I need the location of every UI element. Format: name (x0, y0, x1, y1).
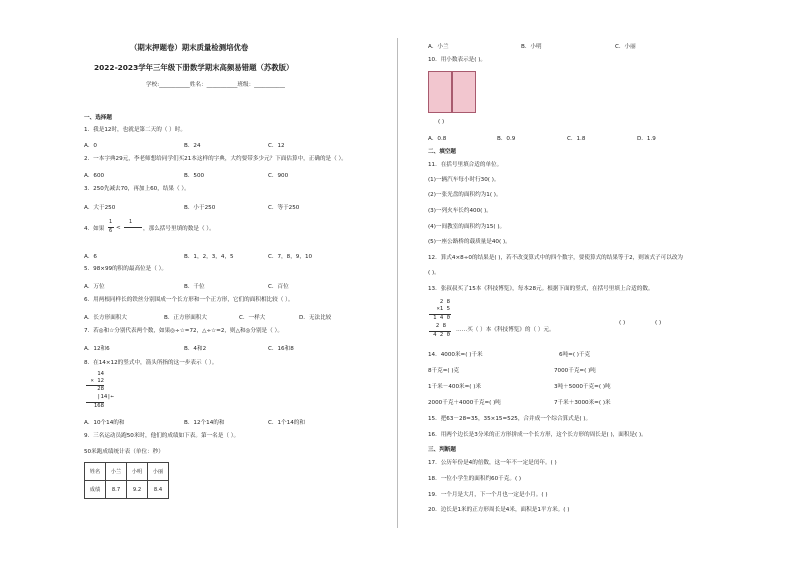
q9-option-c[interactable]: C．小丽 (615, 44, 636, 50)
q4-option-c[interactable]: C．7，8，9，10 (268, 254, 313, 260)
q4-prefix: 4．如果 (84, 226, 105, 232)
q14-line4a: 2000千克＋4000千克=( )吨 (428, 400, 501, 406)
q4-frac2-bar (124, 227, 142, 228)
q4-frac2-num: 1 (129, 219, 133, 225)
q1-text: 1．我是12时，也就是第二天的（ ）时。 (84, 127, 186, 133)
q9-option-b[interactable]: B．小明 (521, 44, 542, 50)
q13-paren1[interactable]: ( ) (619, 320, 626, 326)
q3-text: 3．250先减去70，再加上60，结果（ ）。 (84, 186, 190, 192)
q9-header-xiaoming: 小明 (127, 463, 148, 481)
q14-line1b: 6吨=( )千克 (559, 352, 591, 358)
q14-line4b: 7千米＋3000米=( )米 (554, 400, 611, 406)
q17-text: 17．公历年份是4的倍数，这一年不一定是闰年。( ) (428, 460, 557, 466)
q4-frac1-den: 6 (109, 228, 113, 234)
q11-item3: (3)一列火车长约400( )。 (428, 208, 492, 214)
q10-option-d[interactable]: D．1.9 (637, 136, 656, 142)
q9-score-xiaolan: 8.7 (106, 481, 127, 499)
q7-text: 7．若◎和☆分别代表两个数，如果◎÷☆=72，△÷☆=2，则△和◎分别是（ ）。 (84, 328, 283, 334)
q6-option-b[interactable]: B．正方形面积大 (164, 315, 207, 321)
q13-line2: ×1 5 (436, 306, 450, 312)
q11-text: 11．在括号里填合适的单位。 (428, 162, 503, 168)
title-line1: （期末押题卷）期末质量检测培优卷 (130, 43, 249, 52)
q1-option-c[interactable]: C．12 (268, 143, 285, 149)
q10-figure-right (452, 71, 476, 113)
q9-row-label: 成绩 (85, 481, 106, 499)
q11-item2: (2)一张光盘的面积约为1( )。 (428, 192, 502, 198)
q13-paren2[interactable]: ( ) (655, 320, 662, 326)
q3-option-b[interactable]: B．小于250 (184, 205, 216, 211)
q7-option-a[interactable]: A．12和6 (84, 346, 110, 352)
q3-option-c[interactable]: C．等于250 (268, 205, 300, 211)
right-page (397, 0, 794, 562)
q2-text: 2．一本字典29元，李老师想给同学们买21本这样的字典，大约要带多少元？下面估算中，正确的是（ ）。 (84, 156, 347, 162)
title-line2: 2022-2023学年三年级下册数学期末高频易错题（苏教版） (94, 63, 294, 72)
q1-option-a[interactable]: A．0 (84, 143, 97, 149)
q14-line2b: 7000千克=( )吨 (554, 368, 596, 374)
q8-option-b[interactable]: B．12个14的和 (184, 420, 225, 426)
q7-option-b[interactable]: B．4和2 (184, 346, 207, 352)
q10-option-b[interactable]: B．0.9 (497, 136, 516, 142)
q9-score-xiaoli: 8.4 (148, 481, 169, 499)
q9-text: 9．三名运动员跑50米时，他们的成绩如下表。第一名是（ ）。 (84, 433, 240, 439)
q11-item5: (5)一座公路桥的载质量是40( )。 (428, 239, 511, 245)
q6-option-c[interactable]: C．一样大 (239, 315, 266, 321)
q13-text: 13．张叔叔买了15本《科技博览》，每本28元。根据下面的竖式，在括号里填上合适的数。 (428, 286, 654, 292)
q12-text: 12．算式4×8÷0的结果是( )，若不改变算式中的四个数字，要使算式的结果等于2，则该式子可以改为 (428, 255, 684, 261)
q8-line4: |14|← (97, 394, 114, 400)
q10-answer-paren[interactable]: ( ) (438, 119, 445, 125)
student-fields: 学校:___________姓名：___________班级：___________ (146, 82, 285, 88)
q2-option-c[interactable]: C．900 (268, 173, 289, 179)
q8-line5: 168 (93, 403, 104, 409)
q6-option-a[interactable]: A．长方形面积大 (84, 315, 127, 321)
q8-text: 8．在14×12的竖式中，箭头所指的这一步表示（ ）。 (84, 360, 218, 366)
q14-line2a: 8千克=( )克 (428, 368, 460, 374)
q14-line1a: 14．4000米=( )千米 (428, 352, 483, 358)
q10-text: 10．用小数表示是( )。 (428, 57, 487, 63)
q16-text: 16．用两个边长是3分米的正方形拼成一个长方形，这个长方形的周长是( )，面积是( )。 (428, 432, 647, 438)
q1-option-b[interactable]: B．24 (184, 143, 201, 149)
section-choice: 一、选择题 (84, 115, 112, 121)
q11-item1: (1)一辆汽车每小时行30( )。 (428, 177, 500, 183)
q9-header-name: 姓名 (85, 463, 106, 481)
q6-text: 6．用两根同样长的铁丝分别围成一个长方形和一个正方形，它们的面积相比较（ ）。 (84, 297, 294, 303)
q7-option-c[interactable]: C．16和8 (268, 346, 294, 352)
q4-option-b[interactable]: B．1，2，3，4，5 (184, 254, 234, 260)
q8-line1: 14 (90, 371, 104, 377)
section-fill: 二、填空题 (428, 149, 456, 155)
q5-option-c[interactable]: C．百位 (268, 284, 289, 290)
q4-less-than: < (116, 225, 121, 231)
q14-line3a: 1千米－400米=( )米 (428, 384, 482, 390)
q2-option-b[interactable]: B．500 (184, 173, 205, 179)
q4-option-a[interactable]: A．6 (84, 254, 97, 260)
q2-option-a[interactable]: A．600 (84, 173, 105, 179)
q8-option-a[interactable]: A．10个14的和 (84, 420, 125, 426)
q14-line3b: 3吨＋5000千克=( )吨 (554, 384, 611, 390)
q6-option-d[interactable]: D．无法比较 (299, 315, 332, 321)
q13-line1: 2 8 (436, 299, 450, 305)
q12-text2: ( )。 (428, 270, 440, 276)
q9-caption: 50米跑成绩统计表（单位：秒） (84, 449, 164, 455)
q4-text-rest: ，那么括号里填的数是（ ）。 (143, 226, 215, 232)
q13-line4: 2 8 (435, 323, 446, 329)
q5-text: 5．98×99的积的最高位是（ ）。 (84, 266, 167, 272)
q5-option-b[interactable]: B．千位 (184, 284, 205, 290)
q15-text: 15．把63－28=35，35×15=525，合并成一个综合算式是( )。 (428, 416, 592, 422)
q20-text: 20．边长是1米的正方形周长是4米，面积是1平方米。( ) (428, 507, 570, 513)
q8-line2: × 12 (90, 378, 104, 384)
section-judge: 三、判断题 (428, 447, 456, 453)
q9-score-table (84, 462, 169, 499)
q9-header-xiaolan: 小兰 (106, 463, 127, 481)
q4-frac1-num: 1 (109, 219, 113, 225)
q13-note: ……买（ ）本《科技博览》的（ ）元。 (456, 327, 555, 333)
q10-option-a[interactable]: A．0.8 (428, 136, 447, 142)
q8-line3: 28 (90, 386, 104, 392)
q10-figure-left (428, 71, 452, 113)
q13-line5: 4 2 0 (433, 332, 450, 338)
q8-option-c[interactable]: C．1个14的和 (268, 420, 305, 426)
q3-option-a[interactable]: A．大于250 (84, 205, 116, 211)
q9-header-xiaoli: 小丽 (148, 463, 169, 481)
q5-option-a[interactable]: A．万位 (84, 284, 105, 290)
q19-text: 19．一个月是大月，下一个月也一定是小月。( ) (428, 492, 548, 498)
q13-line3: 1 4 0 (433, 315, 450, 321)
q18-text: 18．一位小学生的面积约60千克。( ) (428, 476, 522, 482)
q10-option-c[interactable]: C．1.8 (567, 136, 586, 142)
q9-option-a[interactable]: A．小兰 (428, 44, 449, 50)
q9-score-xiaoming: 9.2 (127, 481, 148, 499)
q11-item4: (4)一间教室的面积约为15( )。 (428, 224, 506, 230)
